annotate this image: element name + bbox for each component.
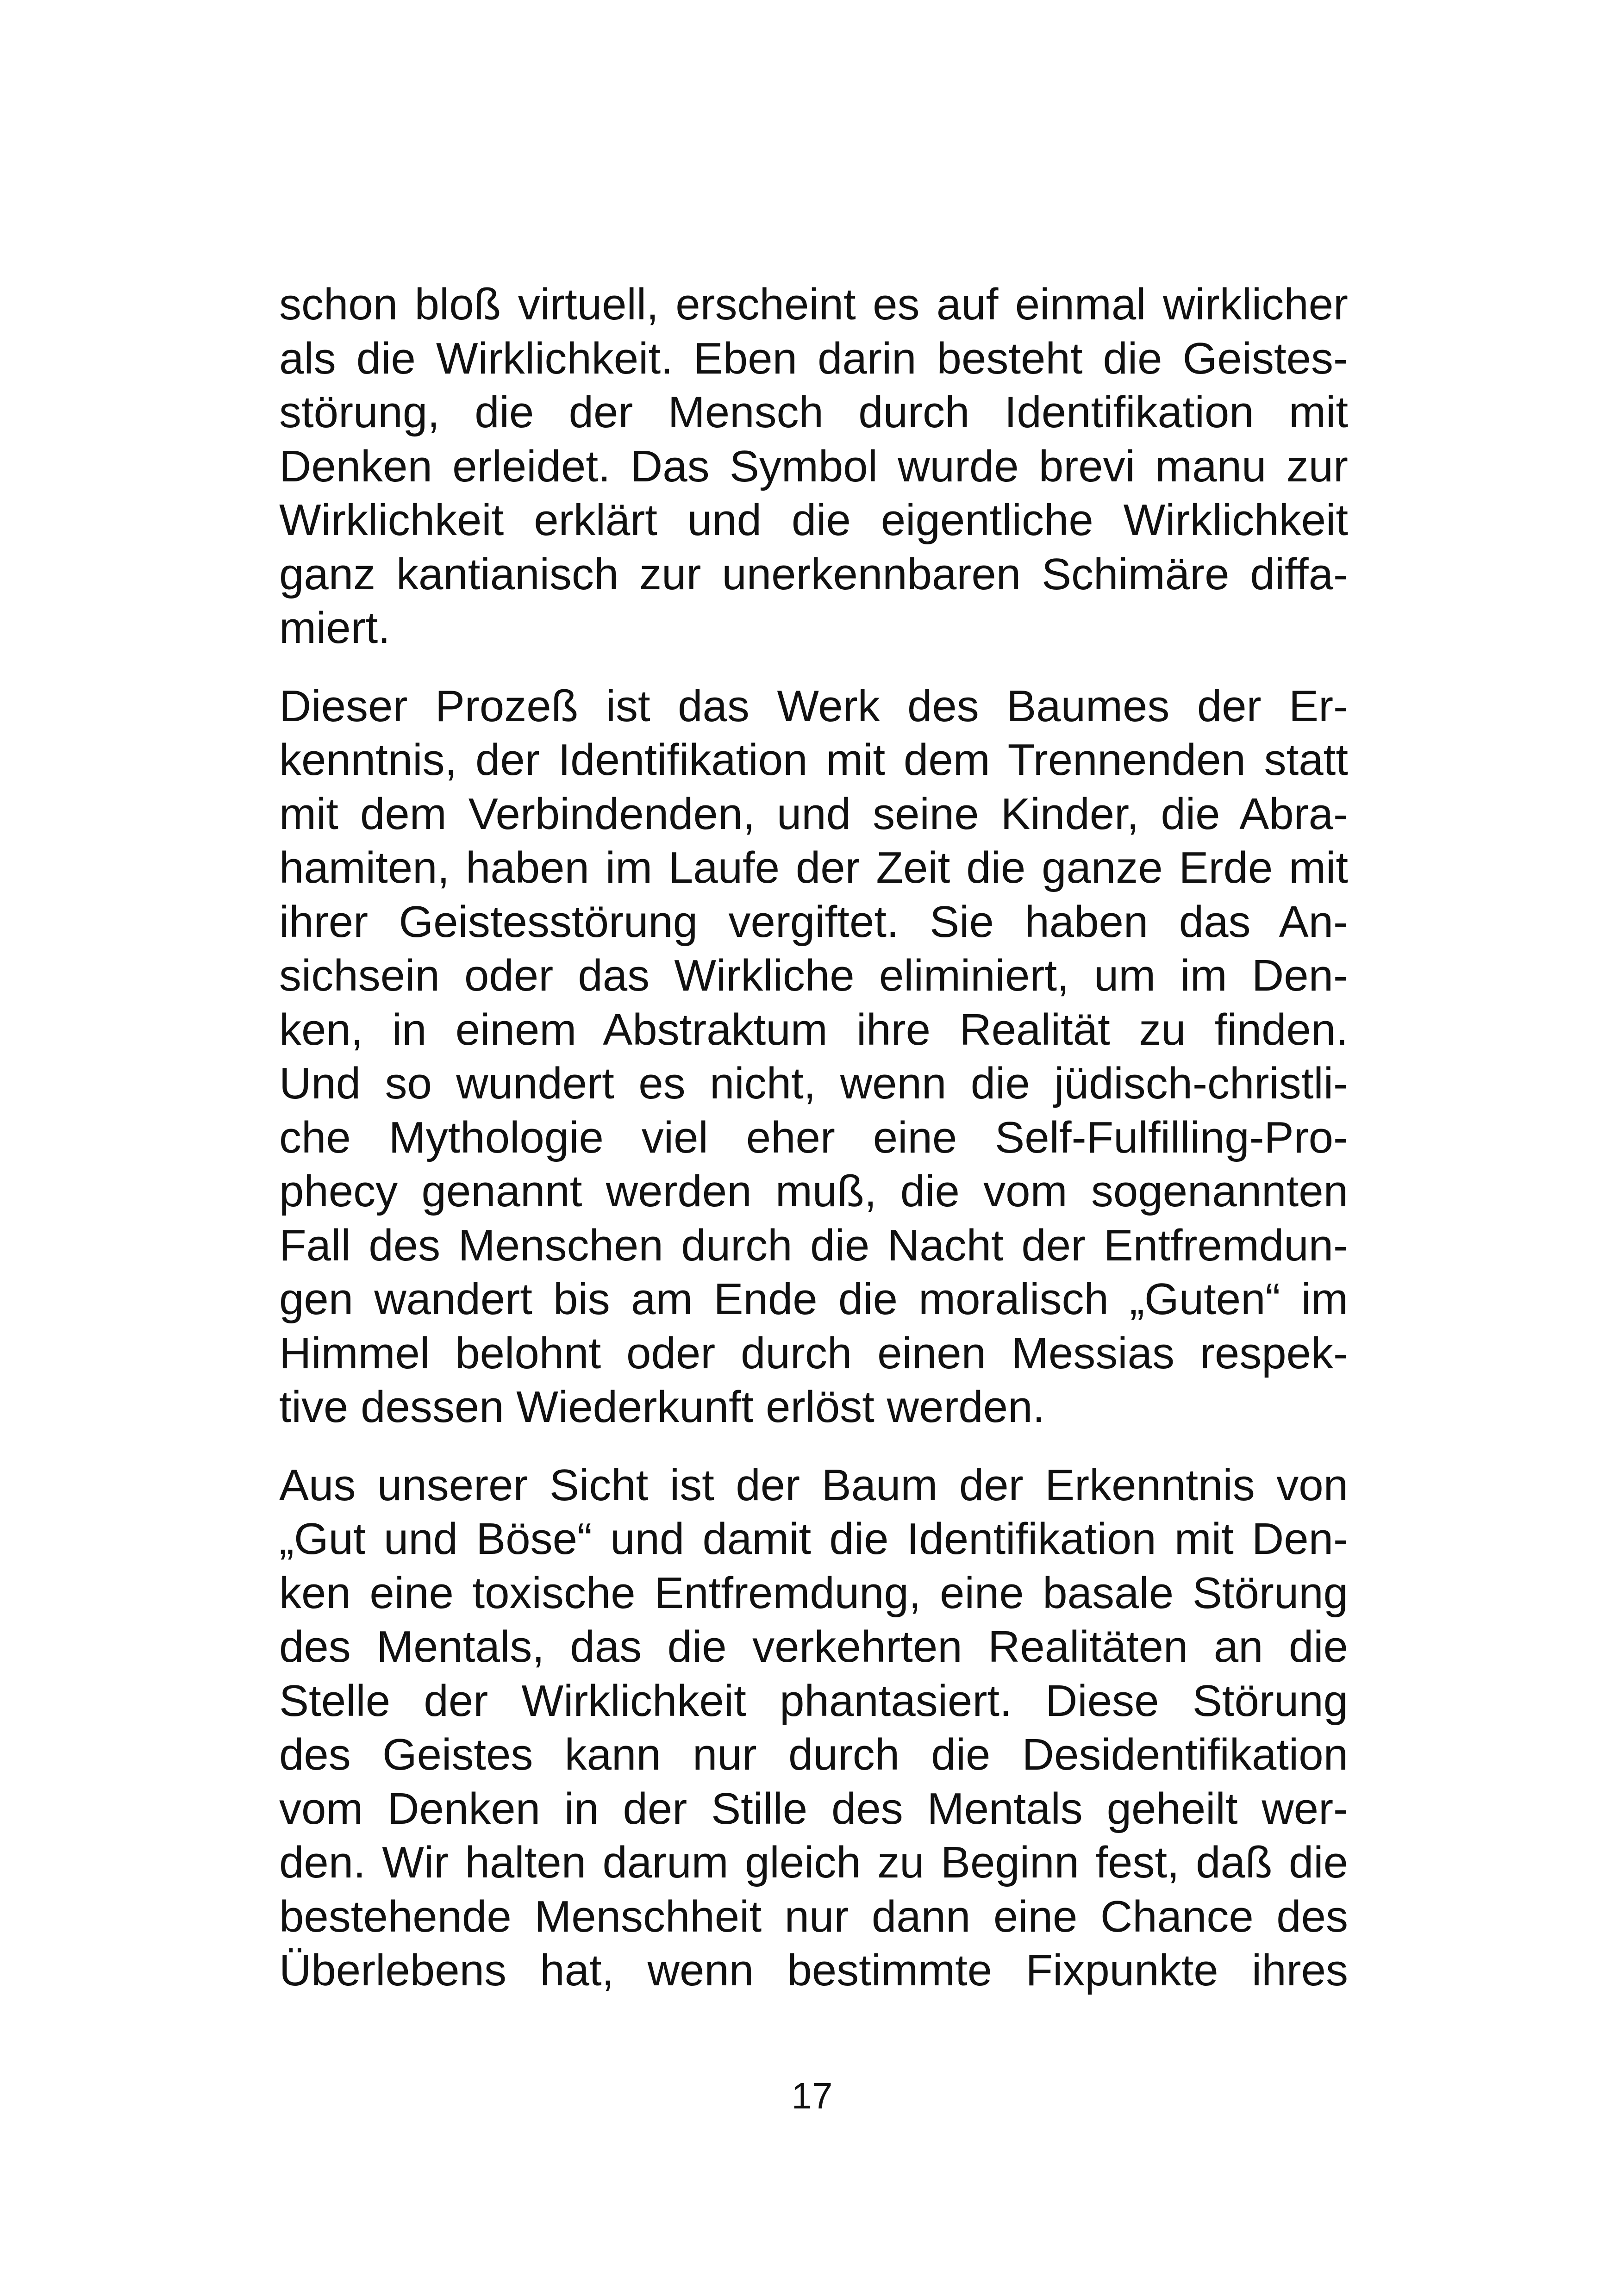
text-line: störung, die der Mensch durch Identifikation mit — [279, 387, 1348, 437]
text-line: sichsein oder das Wirkliche eliminiert, um im Den- — [279, 951, 1348, 1000]
text-line: gen wandert bis am Ende die moralisch „Guten“ im — [279, 1274, 1348, 1324]
text-line: ken eine toxische Entfremdung, eine basale Störung — [279, 1568, 1348, 1618]
text-line: Dieser Prozeß ist das Werk des Baumes der Er- — [279, 681, 1348, 731]
text-line: des Mentals, das die verkehrten Realitäten an die — [279, 1622, 1348, 1671]
body-text — [279, 278, 1348, 1998]
text-line: ken, in einem Abstraktum ihre Realität zu finden. — [279, 1004, 1348, 1054]
text-line: Überlebens hat, wenn bestimmte Fixpunkte ihres — [279, 1946, 1348, 1995]
text-line: Wirklichkeit erklärt und die eigentliche Wirklichkeit — [279, 495, 1348, 545]
text-line: phecy genannt werden muß, die vom sogenannten — [279, 1166, 1348, 1216]
paragraph-spacer — [279, 655, 1348, 680]
text-line: Und so wundert es nicht, wenn die jüdisch-christli- — [279, 1059, 1348, 1108]
paragraph-spacer — [279, 1434, 1348, 1459]
text-line: hamiten, haben im Laufe der Zeit die ganze Erde mit — [279, 843, 1348, 892]
text-line: miert. — [279, 603, 390, 653]
text-line: den. Wir halten darum gleich zu Beginn fest, daß die — [279, 1838, 1348, 1887]
paragraph-1 — [279, 278, 1348, 655]
text-line: schon bloß virtuell, erscheint es auf einmal wirklicher — [279, 280, 1348, 329]
text-line: kenntnis, der Identifikation mit dem Trennenden statt — [279, 735, 1348, 785]
text-line: Aus unserer Sicht ist der Baum der Erkenntnis von — [279, 1460, 1348, 1510]
text-line: als die Wirklichkeit. Eben darin besteht die Geistes- — [279, 333, 1348, 383]
text-line: ihrer Geistesstörung vergiftet. Sie haben das An- — [279, 897, 1348, 947]
text-line: tive dessen Wiederkunft erlöst werden. — [279, 1382, 1045, 1432]
text-line: bestehende Menschheit nur dann eine Chance des — [279, 1891, 1348, 1941]
text-line: „Gut und Böse“ und damit die Identifikation mit Den- — [279, 1514, 1348, 1564]
text-line: che Mythologie viel eher eine Self-Fulfilling-Pro- — [279, 1112, 1348, 1162]
text-line: vom Denken in der Stille des Mentals geheilt wer- — [279, 1784, 1348, 1834]
text-line: ganz kantianisch zur unerkennbaren Schimäre diffa- — [279, 549, 1348, 599]
text-line: Himmel belohnt oder durch einen Messias respek- — [279, 1328, 1348, 1378]
page-number: 17 — [791, 2075, 833, 2116]
text-line: mit dem Verbindenden, und seine Kinder, die Abra- — [279, 789, 1348, 839]
text-line: Stelle der Wirklichkeit phantasiert. Diese Störung — [279, 1676, 1348, 1726]
text-line: Denken erleidet. Das Symbol wurde brevi manu zur — [279, 441, 1348, 491]
text-line: des Geistes kann nur durch die Desidentifikation — [279, 1730, 1348, 1779]
paragraph-2 — [279, 680, 1348, 1434]
text-line: Fall des Menschen durch die Nacht der Entfremdun- — [279, 1220, 1348, 1270]
paragraph-3 — [279, 1459, 1348, 1998]
